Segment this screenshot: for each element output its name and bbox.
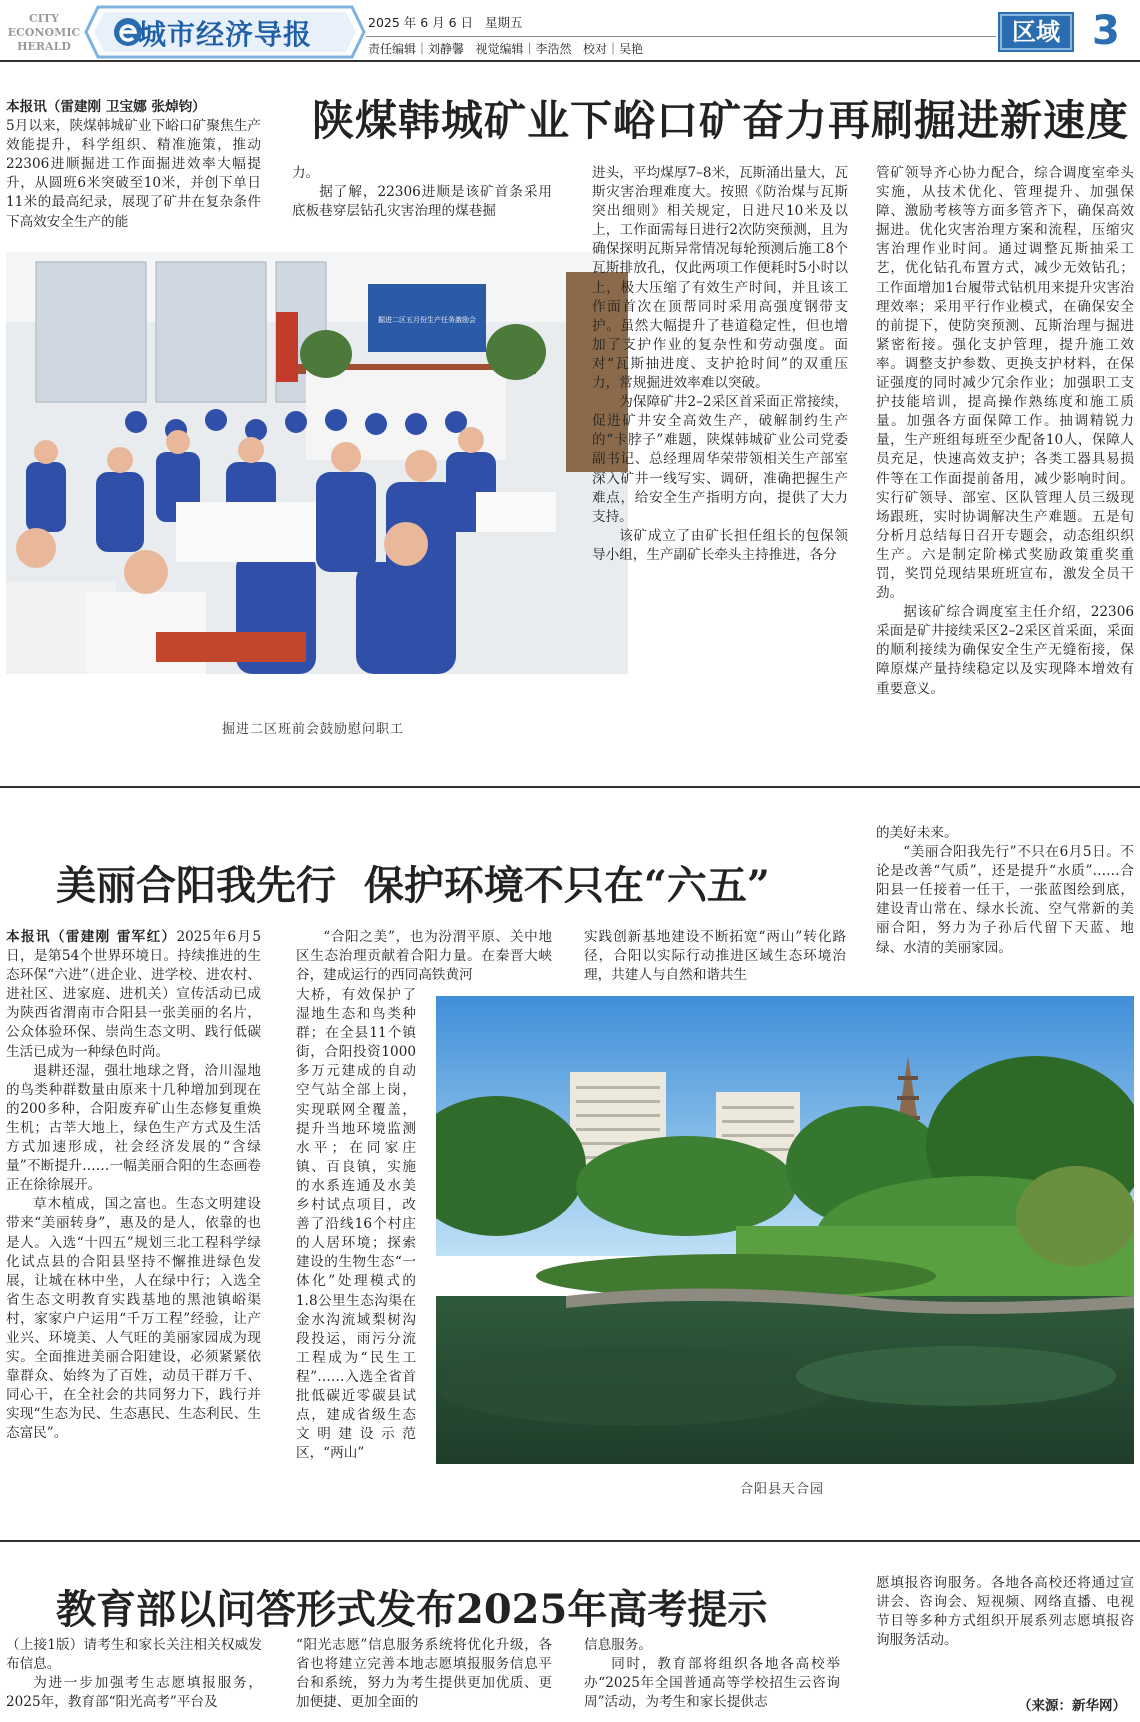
article1-col1	[6, 98, 261, 232]
screen-text: 掘进二区五月份生产任务激励会	[378, 316, 476, 324]
page-top-rule	[0, 60, 1140, 62]
article3-source: （来源：新华网）	[1018, 1698, 1126, 1714]
masthead-english-name: CITY ECONOMIC HERALD	[7, 12, 81, 53]
article2-col4: 的美好未来。 “美丽合阳我先行”不只在6月5日。不论是改善“气质”，还是提升“水质”……合阳县一任接着一任干，一张蓝图绘到底，建设青山常在、绿水长流、空气常新的美丽合阳，努力为子孙后代留下天蓝、地绿、水清的美丽家园。	[876, 825, 1134, 956]
park-photo	[436, 996, 1134, 1464]
article3-col4: 愿填报咨询服务。各地各高校还将通过宣讲会、咨询会、短视频、网络直播、电视节目等多种方式组织开展系列志愿填报咨询服务活动。	[876, 1575, 1134, 1649]
meeting-room-photo	[6, 252, 628, 674]
section-divider-1	[0, 786, 1140, 788]
article3-col2: “阳光志愿”信息服务系统将优化升级，各省也将建立完善本地志愿填报服务信息平台和系统，努力为考生提供更加优质、更加便捷、更加全面的	[296, 1637, 552, 1711]
article1-photo	[6, 252, 628, 674]
masthead-rule	[366, 36, 996, 37]
article1-title: 陕煤韩城矿业下峪口矿奋力再刷掘进新速度	[312, 96, 1130, 145]
page-number: 3	[1092, 8, 1120, 54]
article2-col2-side: 大桥，有效保护了湿地生态和鸟类种群；在全县11个镇街，合阳投资1000多万元建成的自动空气站全部上岗，实现联网全覆盖，提升当地环境监测水平；在同家庄镇、百良镇，实施的水系连通及水美乡村试点项目，改善了沿线16个村庄的人居环境；探索建设的生物生态“一体化”处理模式的1.8公里生态沟渠在金水沟流域梨树沟段投运，雨污分流工程成为“民生工程”……入选全省首批低碳近零碳县试点，建成省级生态文明建设示范区，“两山”	[296, 987, 416, 1462]
masthead	[0, 0, 1140, 62]
credit-visual-editor: 视觉编辑｜李浩然	[475, 42, 572, 56]
article3-title: 教育部以问答形式发布2025年高考提示	[56, 1586, 768, 1633]
article2-byline: 本报讯（雷建刚 雷军红）	[6, 929, 177, 945]
article2-photo-caption: 合阳县天合园	[740, 1482, 825, 1497]
article3-col3: 信息服务。 同时，教育部将组织各地各高校举办“2025年全国普通高等学校招生云咨询周”活动，为考生和家长提供志	[584, 1637, 840, 1711]
article2-title: 美丽合阳我先行 保护环境不只在“六五”	[56, 862, 770, 909]
credit-editor: 责任编辑｜刘静馨	[368, 42, 465, 56]
article1-col4: 管矿领导齐心协力配合，综合调度室牵头实施，从技术优化、管理提升、加强保障、激励考核等方面多管齐下，确保高效掘进。优化灾害治理方案和流程，压缩灾害治理作业时间。通过调整瓦斯抽采工艺，优化钻孔布置方式，减少无效钻孔；工作面增加1台履带式钻机用来提升灾害治理效率；采用平行作业模式，在确保安全的前提下，使防突预测、瓦斯治理与掘进紧密衔接。强化支护管理，提升施工效率。调整支护参数、更换支护材料，在保证强度的同时减少冗余作业；加强职工支护技能培训，提高操作熟练度和施工质量。加强各方面保障工作。抽调精锐力量，生产班组每班至少配备10人，保障人员充足，快速高效支护；各类工器具易损件等在工作面提前备用，减少影响时间。实行矿领导、部室、区队管理人员三级现场跟班，实时协调解决生产难题。五是旬分析月总结每日召开专题会，动态组织织生产。六是制定阶梯式奖励政策重奖重罚，奖罚兑现结果班班宣布，激发全员干劲。 据该矿综合调度室主任介绍，22306采面是矿井接续采区2–2采区首采面，采面的顺利接续为确保安全生产无缝衔接，保障原煤产量持续稳定以及实现降本增效有重要意义。	[876, 165, 1134, 697]
article1-photo-caption: 掘进二区班前会鼓励慰问职工	[222, 722, 405, 737]
article1-lead: 5月以来，陕煤韩城矿业下峪口矿聚焦生产效能提升，科学组织、精准施策，推动22306进顺掘进工作面掘进效率大幅提升，从圆班6米突破至10米，并创下单日11米的最高纪录，展现了矿井在复杂条件下高效安全生产的能	[6, 118, 261, 230]
article2-photo	[436, 996, 1134, 1464]
article1-col3: 进头，平均煤厚7–8米，瓦斯涌出量大，瓦斯灾害治理难度大。按照《防治煤与瓦斯突出细则》相关规定，日进尺10米及以上，工作面需每日进行2次防突预测，且为确保探明瓦斯异常情况每轮预测后施工8个瓦斯排放孔，仅此两项工作便耗时5小时以上，极大压缩了有效生产时间，并且该工作面首次在顶帮同时采用高强度钢带支护。虽然大幅提升了巷道稳定性，但也增加了支护作业的复杂性和劳动强度。面对“瓦斯抽进度、支护抢时间”的双重压力，常规掘进效率难以突破。 为保障矿井2–2采区首采面正常接续，促进矿井安全高效生产，破解制约生产的“卡脖子”难题，陕煤韩城矿业公司党委副书记、总经理周华荣带领相关生产部室深入矿井一线写实、调研，准确把握生产难点，给安全生产指明方向，提供了大力支持。 该矿成立了由矿长担任组长的包保领导小组，生产副矿长牵头主持推进，各分	[592, 165, 848, 563]
article3-col1: （上接1版）请考生和家长关注相关权威发布信息。 为进一步加强考生志愿填报服务，2025年，教育部“阳光高考”平台及	[6, 1637, 262, 1711]
article1-col2: 力。 据了解，22306进顺是该矿首条采用底板巷穿层钻孔灾害治理的煤巷掘	[292, 165, 552, 220]
section-divider-2	[0, 1540, 1140, 1542]
article1-byline: 本报讯（雷建刚 卫宝娜 张焯钧）	[6, 99, 206, 115]
masthead-date: 2025 年 6 月 6 日 星期五	[368, 15, 523, 30]
credit-proofreader: 校对｜吴艳	[582, 42, 643, 56]
article2-col1: 本报讯（雷建刚 雷军红）2025年6月5日，是第54个世界环境日。持续推进的生态环保“六进”（进企业、进学校、进农村、进社区、进家庭、进机关）宣传活动已成为陕西省渭南市合阳县一张美丽的名片，公众体验环保、崇尚生态文明、践行低碳生活已成为一种绿色时尚。 退耕还湿，强壮地球之肾，洽川湿地的鸟类种群数量由原来十几种增加到现在的200多种，合阳废弃矿山生态修复重焕生机；古莘大地上，绿色生产方式及生活方式加速形成，社会经济发展的“含绿量”不断提升……一幅美丽合阳的生态画卷正在徐徐展开。 草木植成，国之富也。生态文明建设带来“美丽转身”，惠及的是人，依靠的也是人。入选“十四五”规划三北工程科学绿化试点县的合阳县坚持不懈推进绿色发展，让城在林中坐，人在绿中行；入选全省生态文明教育实践基地的黑池镇峪渠村，家家户户运用“千万工程”经验，让产业兴、环境美、人气旺的美丽家园成为现实。全面推进美丽合阳建设，必须紧紧依靠群众、始终为了百姓，动员干群万千、同心干，在全社会的共同努力下，践行并实现“生态为民、生态惠民、生态利民、生态富民”。	[6, 929, 261, 1442]
section-badge: 区域	[1000, 14, 1072, 50]
masthead-credits	[368, 40, 643, 57]
article2-col2-top: “合阳之美”，也为汾渭平原、关中地区生态治理贡献着合阳力量。在秦晋大峡谷，建成运行的西同高铁黄河	[296, 929, 552, 984]
article2-col3-top: 实践创新基地建设不断拓宽“两山”转化路径，合阳以实际行动推进区域生态环境治理，共建人与自然和谐共生	[584, 929, 846, 984]
paper-name: 城市经济导报	[138, 18, 313, 51]
